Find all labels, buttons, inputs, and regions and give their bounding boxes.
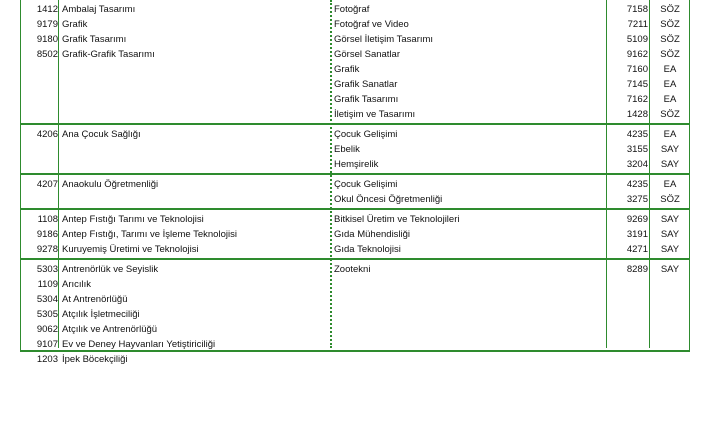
source-name-cell: Grafik Tasarımı [62, 34, 127, 45]
score-type-cell: SÖZ [660, 109, 680, 120]
source-code-cell: 5304 [36, 294, 58, 305]
source-code-cell: 4207 [36, 179, 58, 190]
source-name-cell: Kuruyemiş Üretimi ve Teknolojisi [62, 244, 199, 255]
source-name-cell: Arıcılık [62, 279, 92, 290]
program-code-cell: 3155 [626, 144, 648, 155]
program-name-cell: Görsel Sanatlar [334, 49, 401, 60]
source-code-cell: 5305 [36, 309, 58, 320]
score-type-cell: EA [663, 64, 677, 75]
source-code-cell: 4206 [36, 129, 58, 140]
program-code-cell: 4271 [626, 244, 648, 255]
table-group [21, 175, 689, 210]
program-name-cell: Gıda Mühendisliği [334, 229, 411, 240]
score-type-cell: SÖZ [660, 34, 680, 45]
score-type-cell: SAY [660, 264, 680, 275]
source-name-cell: Atçılık İşletmeciliği [62, 309, 140, 320]
program-code-cell: 9162 [626, 49, 648, 60]
program-name-cell: İletişim ve Tasarımı [334, 109, 416, 120]
score-type-cell: SAY [660, 244, 680, 255]
program-name-cell: Çocuk Gelişimi [334, 129, 398, 140]
source-name-cell: Antrenörlük ve Seyislik [62, 264, 159, 275]
program-code-cell: 5109 [626, 34, 648, 45]
score-type-cell: SÖZ [660, 194, 680, 205]
source-code-cell: 9186 [36, 229, 58, 240]
source-code-cell: 9107 [36, 339, 58, 350]
program-name-cell: Gıda Teknolojisi [334, 244, 401, 255]
score-type-cell: SÖZ [660, 4, 680, 15]
table-group [21, 0, 689, 125]
program-name-cell: Hemşirelik [334, 159, 379, 170]
source-code-cell: 8502 [36, 49, 58, 60]
source-name-cell: İpek Böcekçiliği [62, 354, 128, 365]
source-code-cell: 9179 [36, 19, 58, 30]
source-code-cell: 5303 [36, 264, 58, 275]
source-code-cell: 1203 [36, 354, 58, 365]
source-code-cell: 1109 [37, 279, 58, 290]
score-type-cell: SAY [660, 144, 680, 155]
program-name-cell: Zootekni [334, 264, 371, 275]
score-type-cell: EA [663, 79, 677, 90]
program-code-cell: 3191 [626, 229, 648, 240]
program-name-cell: Bitkisel Üretim ve Teknolojileri [334, 214, 460, 225]
program-name-cell: Grafik Tasarımı [334, 94, 399, 105]
program-code-cell: 3275 [626, 194, 648, 205]
table-group [21, 260, 689, 368]
program-table [20, 0, 690, 365]
score-type-cell: EA [663, 179, 677, 190]
program-name-cell: Grafik [334, 64, 360, 75]
source-name-cell: Grafik-Grafik Tasarımı [62, 49, 155, 60]
source-name-cell: Antep Fıstığı, Tarımı ve İşleme Teknolojisi [62, 229, 237, 240]
program-code-cell: 7158 [626, 4, 648, 15]
program-code-cell: 7162 [626, 94, 648, 105]
table-group [21, 125, 689, 175]
program-name-cell: Fotoğraf ve Video [334, 19, 409, 30]
program-name-cell: Fotoğraf [334, 4, 370, 15]
source-code-cell: 1412 [36, 4, 58, 15]
table-group [21, 210, 689, 260]
source-name-cell: Ev ve Deney Hayvanları Yetiştiriciliği [62, 339, 216, 350]
program-name-cell: Görsel İletişim Tasarımı [334, 34, 434, 45]
source-code-cell: 9062 [36, 324, 58, 335]
program-code-cell: 7145 [626, 79, 648, 90]
program-code-cell: 8289 [626, 264, 648, 275]
source-code-cell: 9278 [36, 244, 58, 255]
program-code-cell: 1428 [626, 109, 648, 120]
source-name-cell: Anaokulu Öğretmenliği [62, 179, 159, 190]
score-type-cell: SAY [660, 229, 680, 240]
program-code-cell: 9269 [626, 214, 648, 225]
source-name-cell: Ana Çocuk Sağlığı [62, 129, 141, 140]
score-type-cell: EA [663, 129, 677, 140]
source-name-cell: Antep Fıstığı Tarımı ve Teknolojisi [62, 214, 204, 225]
score-type-cell: EA [663, 94, 677, 105]
score-type-cell: SAY [660, 214, 680, 225]
score-type-cell: SAY [660, 159, 680, 170]
program-code-cell: 4235 [626, 129, 648, 140]
source-code-cell: 9180 [36, 34, 58, 45]
source-name-cell: Grafik [62, 19, 88, 30]
source-name-cell: Ambalaj Tasarımı [62, 4, 136, 15]
score-type-cell: SÖZ [660, 49, 680, 60]
program-name-cell: Grafik Sanatlar [334, 79, 398, 90]
program-code-cell: 4235 [626, 179, 648, 190]
program-name-cell: Ebelik [334, 144, 360, 155]
source-code-cell: 1108 [37, 214, 58, 225]
source-name-cell: Atçılık ve Antrenörlüğü [62, 324, 158, 335]
program-code-cell: 3204 [626, 159, 648, 170]
score-type-cell: SÖZ [660, 19, 680, 30]
source-name-cell: At Antrenörlüğü [62, 294, 128, 305]
program-code-cell: 7211 [627, 19, 648, 30]
program-name-cell: Çocuk Gelişimi [334, 179, 398, 190]
program-name-cell: Okul Öncesi Öğretmenliği [334, 194, 443, 205]
program-code-cell: 7160 [626, 64, 648, 75]
